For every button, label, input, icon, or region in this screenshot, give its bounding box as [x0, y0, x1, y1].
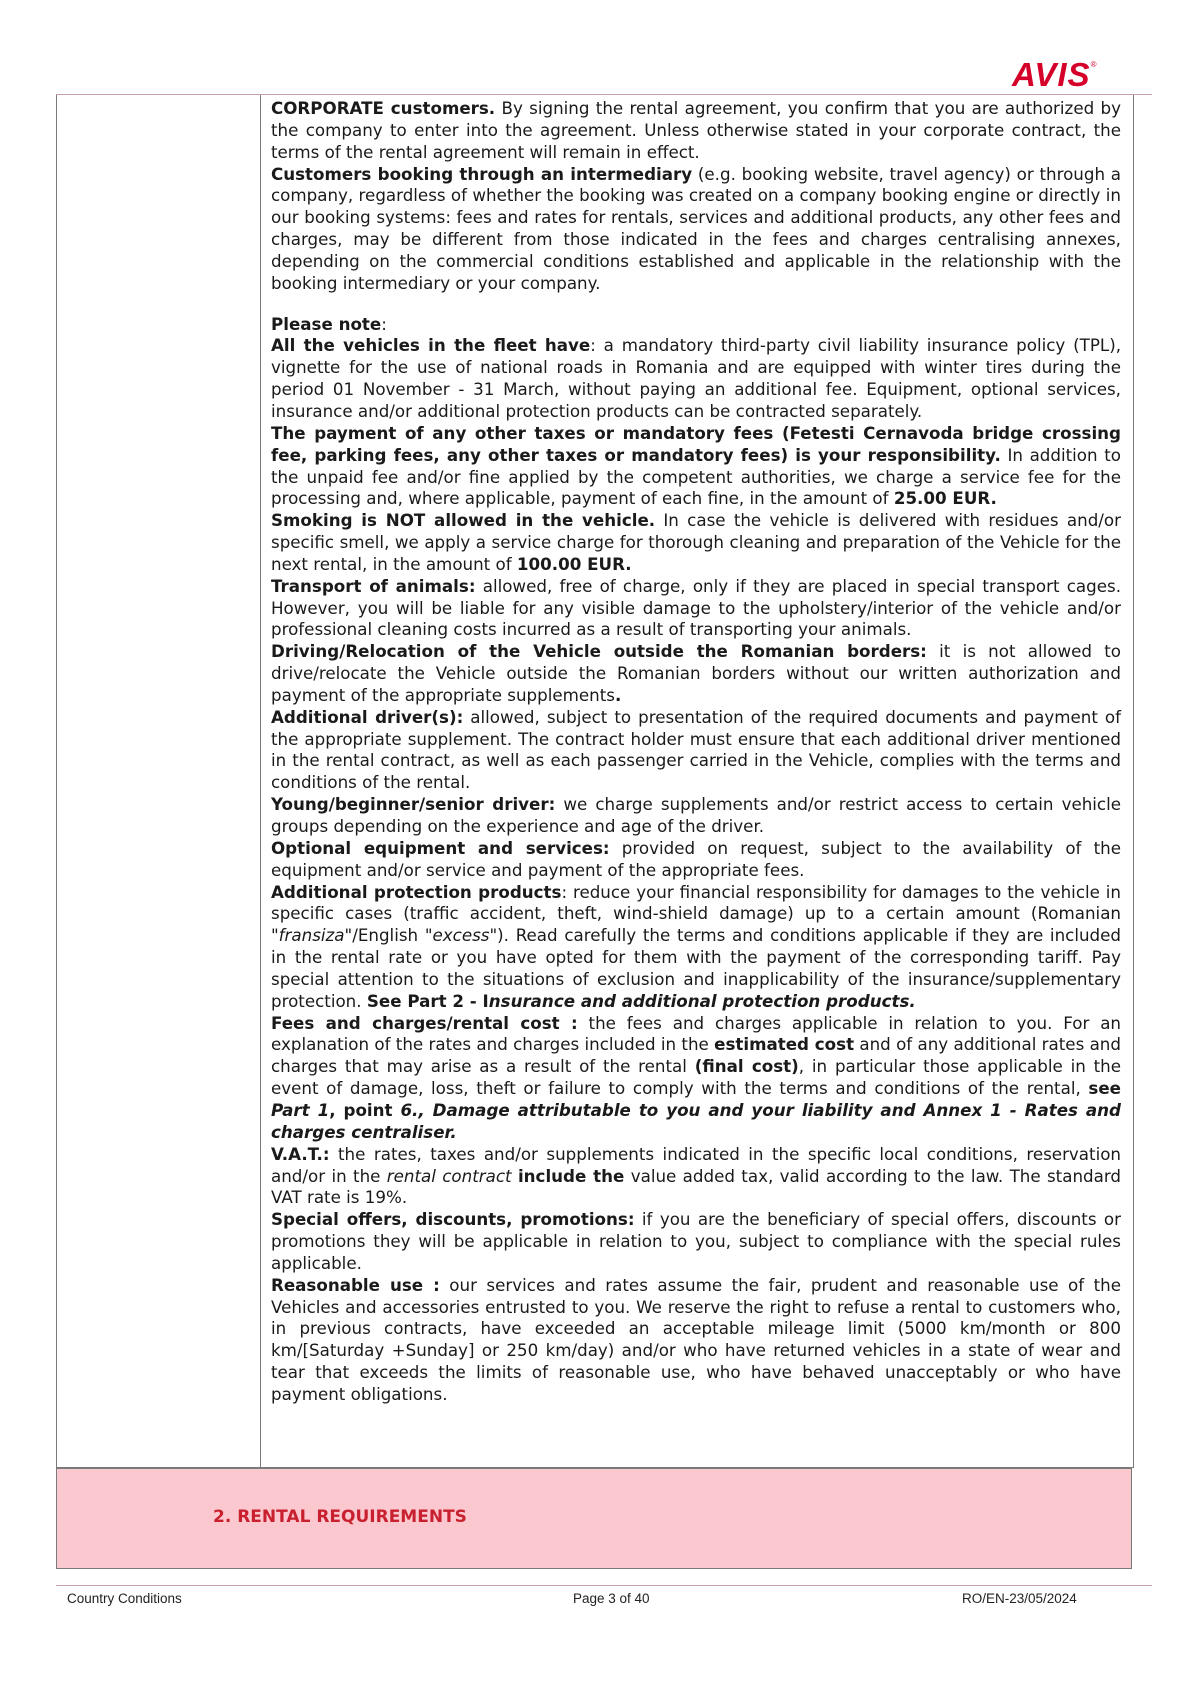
text-segment: 100.00 EUR.: [516, 553, 632, 574]
text-segment: Smoking is NOT allowed in the vehicle.: [271, 510, 656, 531]
text-segment: .: [614, 684, 622, 705]
text-segment: /English: [352, 925, 425, 946]
text-segment: In case the vehicle is delivered with residues and/or specific smell, we apply a service charge for thorough cleaning and preparation of the Vehicle for the next rental, in the amount of: [271, 510, 1121, 574]
text-segment: it is not allowed to drive/relocate the Vehicle outside the Romanian borders without our written authorization and payment of the appropriate supplements: [271, 641, 1121, 705]
text-segment: See Part 2 - I: [366, 990, 489, 1011]
text-segment: : a mandatory third-party civil liability insurance policy (TPL), vignette for the use of national roads in Romania and are equipped with winter tires during the period 01 November - 31 March, without paying an additional fee. Equipment, optional services, insurance and/or additional protection products can be contracted separately.: [271, 335, 1122, 421]
paragraph: [271, 1013, 1121, 1144]
text-segment: : reduce your financial responsibility for damages to the vehicle in specific cases (traffic accident, theft, wind-shield damage) up to a certain amount (Romanian: [271, 881, 1121, 924]
avis-logo: AVIS®: [1012, 56, 1098, 93]
text-segment: nsurance and additional protection products.: [488, 990, 916, 1011]
text-segment: Optional equipment and services:: [271, 837, 610, 858]
section-title: 2. RENTAL REQUIREMENTS: [213, 1507, 467, 1527]
text-segment: rental contract: [386, 1165, 512, 1186]
text-segment: Part 1: [271, 1099, 330, 1120]
text-segment: the fees and charges applicable in relation to you. For an explanation of the rates and charges included in the: [271, 1012, 1121, 1055]
paragraph: [271, 335, 1121, 422]
paragraph: [271, 164, 1121, 295]
text-segment: Additional protection products: [271, 881, 562, 902]
text-segment: Special offers, discounts, promotions:: [271, 1209, 635, 1230]
text-segment: Transport of animals:: [271, 575, 476, 596]
text-segment: provided on request, subject to the availability of the equipment and/or service and payment of the appropriate fees.: [271, 837, 1121, 880]
text-segment: V.A.T.:: [271, 1143, 330, 1164]
text-segment: In addition to the unpaid fee and/or fine applied by the competent authorities, we charge a service fee for the processing and, where applicable, payment of each fine, in the amount of: [271, 444, 1121, 509]
conditions-text: [271, 98, 1121, 1406]
document-version: RO/EN-23/05/2024: [962, 1591, 1077, 1606]
text-segment: Please note: [271, 313, 382, 334]
paragraph: [271, 641, 1121, 707]
text-segment: our services and rates assume the fair, prudent and reasonable use of the Vehicles and accessories entrusted to you. We reserve the right to refuse a rental to customers who, in previous contracts, have exceeded an acceptable mileage limit (5000 km/month or 800 km/[Saturday +Sunday] or 250 km/day) and/or who have returned vehicles in a state of wear and tear that exceeds the limits of reasonable use, who have behaved unacceptably or who have payment obligations.: [271, 1274, 1122, 1404]
text-segment: value added tax, valid according to the law. The standard VAT rate is 19%.: [271, 1165, 1121, 1208]
text-segment: and of any additional rates and charges that may arise as a result of the rental: [271, 1034, 1121, 1077]
paragraph: [271, 1275, 1121, 1406]
text-segment: see: [1088, 1078, 1121, 1099]
text-segment: (final cost): [694, 1056, 799, 1077]
text-segment: 6., Damage attributable to you and your liability and Annex 1 - Rates and charges centraliser.: [271, 1099, 1121, 1142]
paragraph: [271, 576, 1121, 642]
paragraph: [271, 98, 1121, 164]
paragraph: [271, 882, 1121, 1013]
text-segment: "excess": [424, 925, 498, 946]
text-segment: allowed, free of charge, only if they are placed in special transport cages. However, you will be liable for any visible damage to the upholstery/interior of the vehicle and/or professional cleaning costs incurred as a result of transporting your animals.: [271, 575, 1121, 640]
text-segment: CORPORATE customers.: [271, 98, 496, 118]
paragraph: [271, 510, 1121, 576]
paragraph: [271, 707, 1121, 794]
paragraph: [271, 794, 1121, 838]
text-segment: , in particular those applicable in the event of damage, loss, theft or failure to comply with the terms and conditions of the rental,: [271, 1056, 1121, 1099]
section-header: [56, 1468, 1132, 1569]
text-segment: we charge supplements and/or restrict access to certain vehicle groups depending on the experience and age of the driver.: [271, 794, 1121, 836]
text-segment: Reasonable use :: [271, 1274, 440, 1295]
text-segment: 25.00 EUR.: [893, 488, 997, 509]
text-segment: By signing the rental agreement, you confirm that you are authorized by the company to enter into the agreement. Unless otherwise stated in your corporate contract, the terms of the rental agreement will remain in effect.: [271, 98, 1121, 162]
text-segment: "fransiza": [271, 925, 353, 946]
page-number: Page 3 of 40: [573, 1591, 650, 1606]
text-segment: Additional driver(s):: [271, 706, 464, 727]
footer-rule: [56, 1585, 1152, 1586]
paragraph: [271, 423, 1121, 510]
paragraph: [271, 314, 1121, 336]
text-segment: the rates, taxes and/or supplements indicated in the specific local conditions, reservation and/or in the: [271, 1143, 1121, 1186]
text-segment: (e.g. booking website, travel agency) or through a company, regardless of whether the booking was created on a company booking engine or directly in our booking systems: fees and rates for rentals, services and additional products, any other fees and charges, may be different from those indicated in the fees and charges centralising annexes, depending on the commercial conditions established and applicable in the relationship with the booking intermediary or your company.: [271, 163, 1122, 293]
text-segment: allowed, subject to presentation of the required documents and payment of the appropriate supplement. The contract holder must ensure that each additional driver mentioned in the rental contract, as well as each passenger carried in the Vehicle, complies with the terms and conditions of the rental.: [271, 706, 1121, 793]
text-segment: Fees and charges/rental cost :: [271, 1012, 578, 1033]
footer-left: Country Conditions: [67, 1591, 182, 1606]
paragraph: [271, 1209, 1121, 1275]
text-segment: include the: [517, 1165, 625, 1186]
text-segment: Customers booking through an intermediary: [271, 163, 693, 184]
text-segment: Driving/Relocation of the Vehicle outside the Romanian borders:: [271, 641, 927, 662]
text-segment: All the vehicles in the fleet have: [271, 335, 591, 356]
paragraph: [271, 1144, 1121, 1210]
text-segment: ). Read carefully the terms and conditions applicable if they are included in the rental rate or you have opted for them with the payment of the corresponding tariff. Pay special attention to the situations of exclusion and inapplicability of the insurance/supplementary protection.: [271, 925, 1121, 1011]
text-segment: , point: [329, 1099, 401, 1120]
column-divider: [260, 95, 261, 1467]
text-segment: The payment of any other taxes or mandatory fees (Fetesti Cernavoda bridge crossing fee, parking fees, any other taxes or mandatory fees) is your responsibility.: [271, 422, 1121, 465]
text-segment: estimated cost: [714, 1034, 855, 1055]
paragraph: [271, 838, 1121, 882]
text-segment: :: [381, 313, 387, 334]
text-segment: Young/beginner/senior driver:: [271, 794, 556, 815]
text-segment: if you are the beneficiary of special offers, discounts or promotions they will be applicable in relation to you, subject to compliance with the special rules applicable.: [271, 1209, 1121, 1273]
